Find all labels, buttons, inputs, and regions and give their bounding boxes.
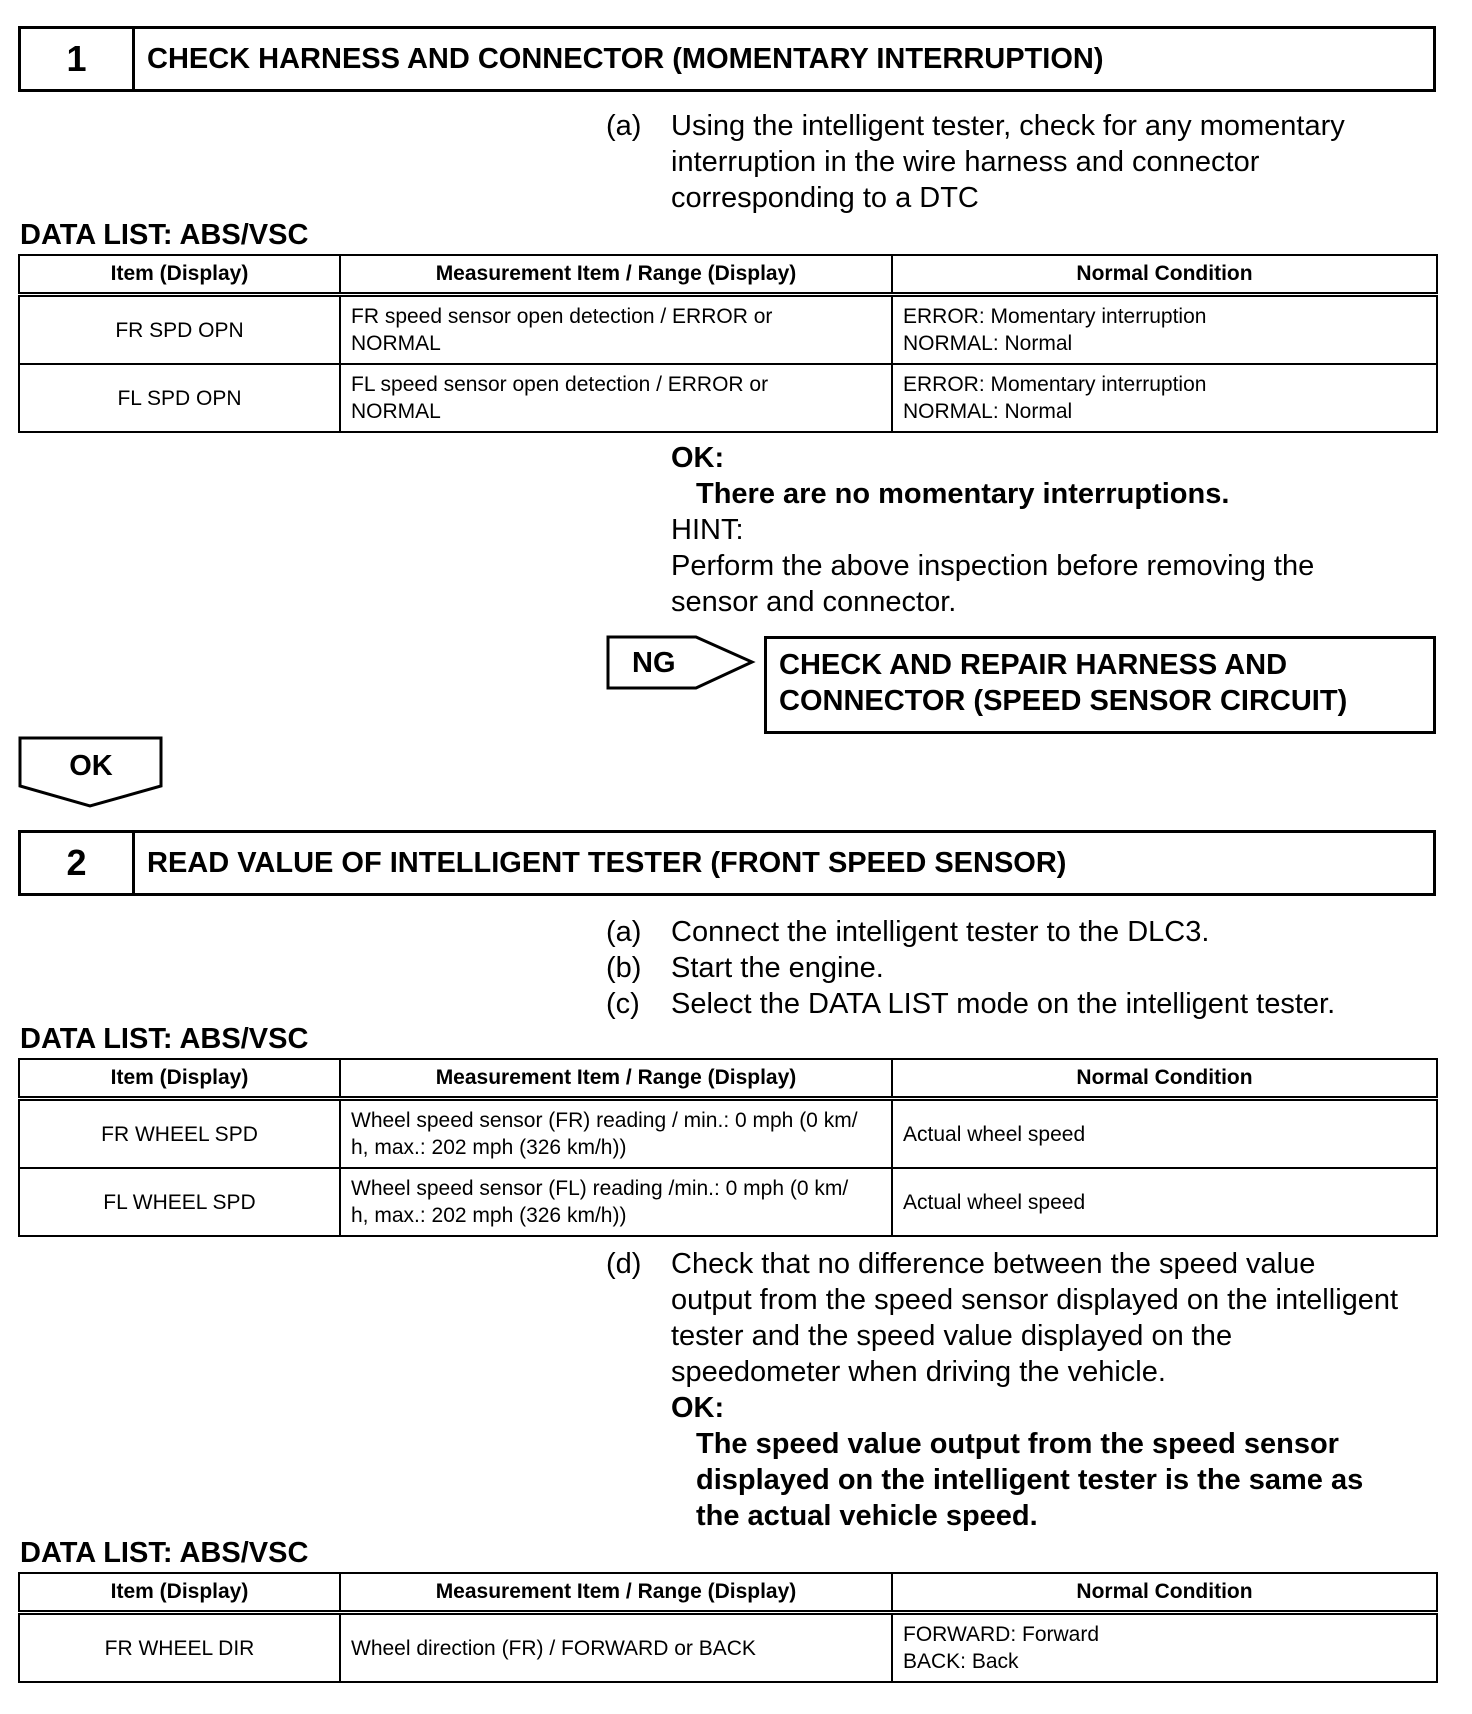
table-row xyxy=(19,1168,1437,1236)
column-header: Normal Condition xyxy=(892,1573,1437,1613)
item-cell: FR SPD OPN xyxy=(19,295,340,365)
column-header: Normal Condition xyxy=(892,255,1437,295)
item-cell: FR WHEEL DIR xyxy=(19,1613,340,1683)
step-title: CHECK HARNESS AND CONNECTOR (MOMENTARY INTERRUPTION) xyxy=(147,42,1104,75)
ng-arrow-icon xyxy=(606,635,756,691)
table-header-row xyxy=(19,255,1437,295)
column-header: Measurement Item / Range (Display) xyxy=(340,255,892,295)
step-number: 1 xyxy=(21,29,135,89)
instruction-label: (d) xyxy=(606,1248,642,1280)
table-header-row xyxy=(19,1059,1437,1099)
column-header: Normal Condition xyxy=(892,1059,1437,1099)
instruction-text: Select the DATA LIST mode on the intelligent tester. xyxy=(671,988,1336,1020)
item-cell: FL WHEEL SPD xyxy=(19,1168,340,1236)
table-row xyxy=(19,364,1437,432)
step-1-header xyxy=(18,26,1436,92)
ok-arrow-label: OK xyxy=(69,750,113,782)
data-list-title: DATA LIST: ABS/VSC xyxy=(20,1537,309,1569)
measurement-cell: FR speed sensor open detection / ERROR or NORMAL xyxy=(340,295,892,365)
column-header: Item (Display) xyxy=(19,255,340,295)
column-header: Measurement Item / Range (Display) xyxy=(340,1059,892,1099)
data-list-title: DATA LIST: ABS/VSC xyxy=(20,1023,309,1055)
measurement-cell: Wheel direction (FR) / FORWARD or BACK xyxy=(340,1613,892,1683)
ok-label: OK: xyxy=(671,1392,725,1424)
instruction-text: Start the engine. xyxy=(671,952,884,984)
normal-condition-cell: FORWARD: Forward BACK: Back xyxy=(892,1613,1437,1683)
ok-label: OK: xyxy=(671,442,725,474)
item-cell: FR WHEEL SPD xyxy=(19,1099,340,1169)
normal-condition-cell: Actual wheel speed xyxy=(892,1168,1437,1236)
step-number: 2 xyxy=(21,833,135,893)
data-list-table xyxy=(18,1572,1438,1683)
column-header: Measurement Item / Range (Display) xyxy=(340,1573,892,1613)
instruction-text: Using the intelligent tester, check for any momentary interruption in the wire harness and connector corresponding to a DTC xyxy=(671,110,1345,214)
ng-label: NG xyxy=(632,647,676,679)
measurement-cell: Wheel speed sensor (FR) reading / min.: 0 mph (0 km/ h, max.: 202 mph (326 km/h)) xyxy=(340,1099,892,1169)
column-header: Item (Display) xyxy=(19,1573,340,1613)
hint-text: Perform the above inspection before removing the sensor and connector. xyxy=(671,550,1315,618)
normal-condition-cell: Actual wheel speed xyxy=(892,1099,1437,1169)
item-cell: FL SPD OPN xyxy=(19,364,340,432)
instruction-label: (c) xyxy=(606,988,640,1020)
hint-label: HINT: xyxy=(671,514,744,546)
instruction-label: (a) xyxy=(606,916,642,948)
table-row xyxy=(19,1613,1437,1683)
data-list-title: DATA LIST: ABS/VSC xyxy=(20,219,309,251)
ng-action-box: CHECK AND REPAIR HARNESS AND CONNECTOR (SPEED SENSOR CIRCUIT) xyxy=(764,636,1436,734)
table-row xyxy=(19,295,1437,365)
step-title: READ VALUE OF INTELLIGENT TESTER (FRONT SPEED SENSOR) xyxy=(147,846,1067,879)
data-list-table xyxy=(18,1058,1438,1237)
table-header-row xyxy=(19,1573,1437,1613)
normal-condition-cell: ERROR: Momentary interruption NORMAL: Normal xyxy=(892,364,1437,432)
measurement-cell: FL speed sensor open detection / ERROR or NORMAL xyxy=(340,364,892,432)
normal-condition-cell: ERROR: Momentary interruption NORMAL: Normal xyxy=(892,295,1437,365)
column-header: Item (Display) xyxy=(19,1059,340,1099)
instruction-text: Connect the intelligent tester to the DLC3. xyxy=(671,916,1210,948)
table-row xyxy=(19,1099,1437,1169)
instruction-label: (b) xyxy=(606,952,642,984)
measurement-cell: Wheel speed sensor (FL) reading /min.: 0 mph (0 km/ h, max.: 202 mph (326 km/h)) xyxy=(340,1168,892,1236)
instruction-label: (a) xyxy=(606,110,642,142)
instruction-text: Check that no difference between the speed value output from the speed sensor displayed on the intelligent tester and the speed value displayed on the speedometer when driving the vehicle. xyxy=(671,1248,1399,1388)
data-list-table xyxy=(18,254,1438,433)
step-2-header xyxy=(18,830,1436,896)
ok-text: The speed value output from the speed sensor displayed on the intelligent tester is the same as the actual vehicle speed. xyxy=(696,1428,1364,1532)
ok-text: There are no momentary interruptions. xyxy=(696,478,1230,510)
